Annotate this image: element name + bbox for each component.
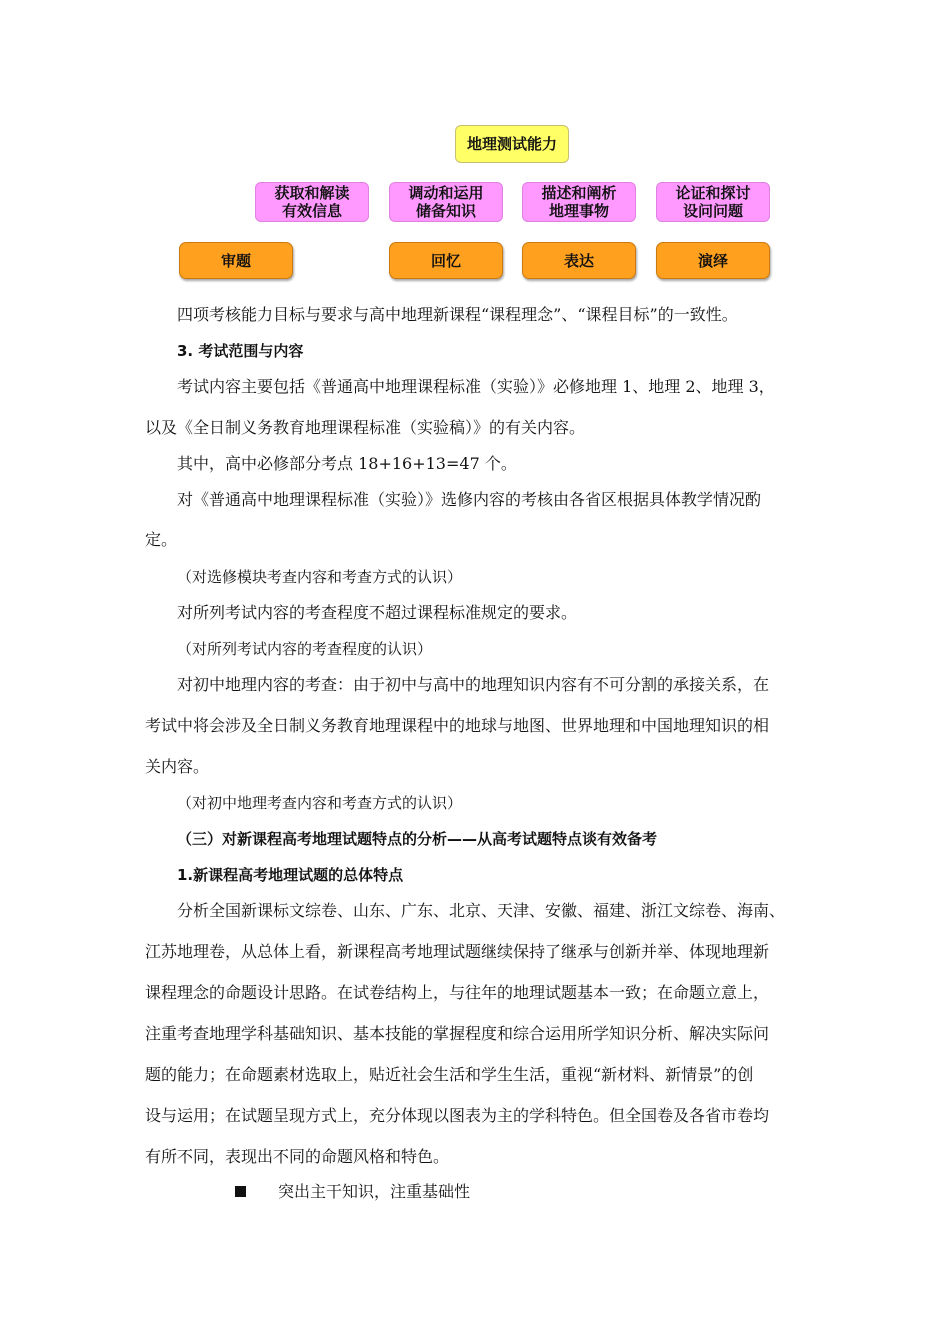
ability-box-2: 调动和运用 储备知识 (389, 182, 503, 222)
skill-box-3: 表达 (522, 242, 636, 279)
paragraph-junior-line-1: 对初中地理内容的考查：由于初中与高中的地理知识内容有不可分割的承接关系，在 (177, 675, 770, 694)
paragraph-elective-line-2: 定。 (145, 530, 178, 549)
paragraph-elective-line-1: 对《普通高中地理课程标准（实验）》选修内容的考核由各省区根据具体教学情况酌 (177, 490, 762, 509)
analysis-line-4: 注重考查地理学科基础知识、基本技能的掌握程度和综合运用所学知识分析、解决实际问 (145, 1024, 770, 1043)
heading-features: 1.新课程高考地理试题的总体特点 (177, 866, 404, 884)
ability-box-4: 论证和探讨 设问问题 (656, 182, 770, 222)
heading-scope: 3. 考试范围与内容 (177, 342, 304, 360)
analysis-line-7: 有所不同，表现出不同的命题风格和特色。 (145, 1147, 450, 1166)
skill-box-1: 审题 (179, 242, 293, 279)
square-bullet-icon (235, 1186, 246, 1197)
ability-box-1: 获取和解读 有效信息 (255, 182, 369, 222)
note-degree: （对所列考试内容的考查程度的认识） (177, 640, 433, 658)
analysis-line-5: 题的能力；在命题素材选取上，贴近社会生活和学生生活，重视“新材料、新情景”的创 (145, 1065, 754, 1084)
paragraph-consistency: 四项考核能力目标与要求与高中地理新课程“课程理念”、“课程目标”的一致性。 (177, 305, 738, 324)
paragraph-content-line-2: 以及《全日制义务教育地理课程标准（实验稿）》的有关内容。 (145, 418, 586, 437)
analysis-line-3: 课程理念的命题设计思路。在试卷结构上，与往年的地理试题基本一致；在命题立意上， (145, 983, 770, 1002)
paragraph-junior-line-3: 关内容。 (145, 757, 210, 776)
paragraph-junior-line-2: 考试中将会涉及全日制义务教育地理课程中的地球与地图、世界地理和中国地理知识的相 (145, 716, 770, 735)
note-elective: （对选修模块考查内容和考查方式的认识） (177, 568, 463, 586)
analysis-line-1: 分析全国新课标文综卷、山东、广东、北京、天津、安徽、福建、浙江文综卷、海南、 (177, 901, 786, 920)
paragraph-points: 其中，高中必修部分考点 18+16+13=47 个。 (177, 454, 517, 473)
skill-box-4: 演绎 (656, 242, 770, 279)
ability-box-3: 描述和阐析 地理事物 (522, 182, 636, 222)
skill-box-2: 回忆 (389, 242, 503, 279)
bullet-item-1: 突出主干知识，注重基础性 (278, 1182, 471, 1201)
analysis-line-6: 设与运用；在试题呈现方式上，充分体现以图表为主的学科特色。但全国卷及各省市卷均 (145, 1106, 770, 1125)
note-junior: （对初中地理考查内容和考查方式的认识） (177, 794, 463, 812)
analysis-line-2: 江苏地理卷，从总体上看，新课程高考地理试题继续保持了继承与创新并举、体现地理新 (145, 942, 770, 961)
diagram-top-box: 地理测试能力 (455, 125, 569, 163)
paragraph-degree: 对所列考试内容的考查程度不超过课程标准规定的要求。 (177, 603, 578, 622)
heading-section-3: （三）对新课程高考地理试题特点的分析——从高考试题特点谈有效备考 (177, 830, 658, 848)
paragraph-content-line-1: 考试内容主要包括《普通高中地理课程标准（实验）》必修地理 1、地理 2、地理 3， (177, 377, 775, 396)
